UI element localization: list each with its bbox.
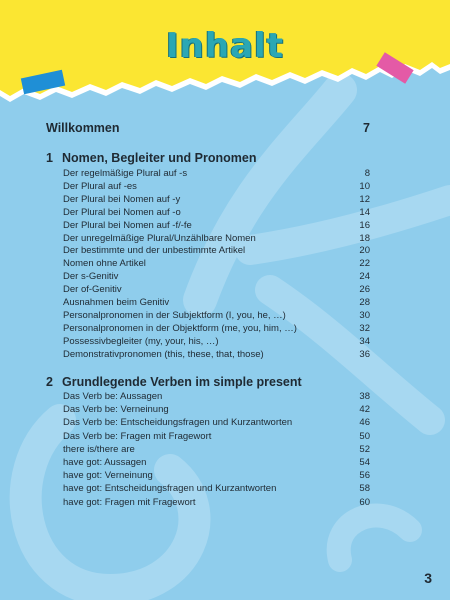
toc-entry-label: Der s-Genitiv (63, 271, 119, 283)
toc-entry-page: 20 (359, 245, 370, 257)
toc-entry-page: 34 (359, 335, 370, 347)
toc-entry-page: 28 (359, 297, 370, 308)
toc-entry-page: 12 (359, 193, 370, 205)
toc-entry[interactable] (63, 207, 370, 218)
toc-entry-label: Der Plural bei Nomen auf -o (63, 206, 181, 218)
toc-entry-page: 30 (359, 309, 370, 321)
toc-entry-page: 56 (359, 470, 370, 482)
toc-entry[interactable] (63, 323, 370, 334)
toc-entry-label: Possessivbegleiter (my, your, his, …) (63, 335, 219, 347)
toc-entry-page: 54 (359, 457, 370, 468)
chapter-2-heading[interactable] (46, 375, 370, 389)
toc-entry-page: 46 (359, 417, 370, 429)
toc-entry-label: have got: Verneinung (63, 470, 153, 482)
page-number: 3 (424, 570, 432, 586)
toc-entry-page: 58 (359, 483, 370, 495)
toc-entry[interactable] (63, 431, 370, 442)
toc-entry[interactable] (63, 194, 370, 205)
toc-entry[interactable] (63, 181, 370, 192)
toc-entry[interactable] (63, 220, 370, 231)
toc-entry[interactable] (63, 417, 370, 428)
toc-entry[interactable] (63, 457, 370, 468)
toc-entry-page: 36 (359, 348, 370, 360)
toc-entry-label: Demonstrativpronomen (this, these, that, those) (63, 348, 264, 360)
toc-welcome[interactable] (46, 121, 370, 135)
toc-entry-page: 42 (359, 404, 370, 416)
toc-entry-page: 18 (359, 232, 370, 244)
chapter-1-title: Nomen, Begleiter und Pronomen (62, 151, 257, 165)
toc-entry-label: Das Verb be: Entscheidungsfragen und Kurzantworten (63, 417, 293, 429)
toc-entry-label: Das Verb be: Verneinung (63, 404, 169, 416)
toc-entry-page: 14 (359, 206, 370, 218)
toc-entry-page: 10 (359, 180, 370, 192)
toc-entry-label: Personalpronomen in der Objektform (me, you, him, …) (63, 322, 297, 334)
toc-entry-label: Der Plural bei Nomen auf -y (63, 193, 181, 205)
toc-entry[interactable] (63, 310, 370, 321)
toc-entry-page: 60 (359, 496, 370, 508)
toc-welcome-label: Willkommen (46, 121, 120, 135)
toc-entry-page: 16 (359, 219, 370, 231)
toc-entry[interactable] (63, 258, 370, 269)
toc-entry-label: Nomen ohne Artikel (63, 258, 146, 270)
toc-entry-label: Der of-Genitiv (63, 284, 122, 296)
toc-entry-label: there is/there are (63, 443, 135, 455)
toc-entry-label: Der unregelmäßige Plural/Unzählbare Nomen (63, 232, 256, 244)
toc-entry-page: 38 (359, 391, 370, 402)
toc-entry[interactable] (63, 497, 370, 508)
toc-entry-label: Der regelmäßige Plural auf -s (63, 168, 188, 179)
toc-entry-page: 24 (359, 271, 370, 283)
toc-entry-label: Das Verb be: Aussagen (63, 391, 163, 402)
toc-entry-page: 8 (364, 168, 370, 179)
chapter-1-heading[interactable] (46, 151, 370, 165)
toc-entry[interactable] (63, 233, 370, 244)
toc-entry[interactable] (63, 271, 370, 282)
toc-entry-label: Der Plural auf -es (63, 180, 137, 192)
toc-entry[interactable] (63, 444, 370, 455)
chapter-2-title: Grundlegende Verben im simple present (62, 375, 302, 389)
chapter-1-number: 1 (46, 151, 53, 165)
toc-entry[interactable] (63, 349, 370, 360)
toc-entry-label: Ausnahmen beim Genitiv (63, 297, 170, 308)
toc-entry[interactable] (63, 391, 370, 402)
toc-entry[interactable] (63, 284, 370, 295)
page-title: Inhalt (166, 26, 284, 66)
toc-entry-page: 32 (359, 322, 370, 334)
toc-entry[interactable] (63, 470, 370, 481)
toc-entry-label: Das Verb be: Fragen mit Fragewort (63, 430, 212, 442)
toc-entry-label: Der bestimmte und der unbestimmte Artikel (63, 245, 246, 257)
toc-entry-page: 22 (359, 258, 370, 270)
toc-entry-label: have got: Fragen mit Fragewort (63, 496, 196, 508)
toc-entry-page: 26 (359, 284, 370, 296)
toc-entry-label: have got: Entscheidungsfragen und Kurzantworten (63, 483, 277, 495)
toc-entry-label: Der Plural bei Nomen auf -f/-fe (63, 219, 192, 231)
toc-entry[interactable] (63, 404, 370, 415)
toc-entry[interactable] (63, 245, 370, 256)
toc-entry[interactable] (63, 483, 370, 494)
toc-entry-label: have got: Aussagen (63, 457, 147, 468)
toc-entry[interactable] (63, 336, 370, 347)
toc-entry-page: 50 (359, 430, 370, 442)
chapter-2-number: 2 (46, 375, 53, 389)
toc-entry-label: Personalpronomen in der Subjektform (I, you, he, …) (63, 309, 286, 321)
toc-entry[interactable] (63, 168, 370, 179)
toc-entry[interactable] (63, 297, 370, 308)
toc-welcome-page: 7 (363, 121, 370, 135)
toc-entry-page: 52 (359, 443, 370, 455)
